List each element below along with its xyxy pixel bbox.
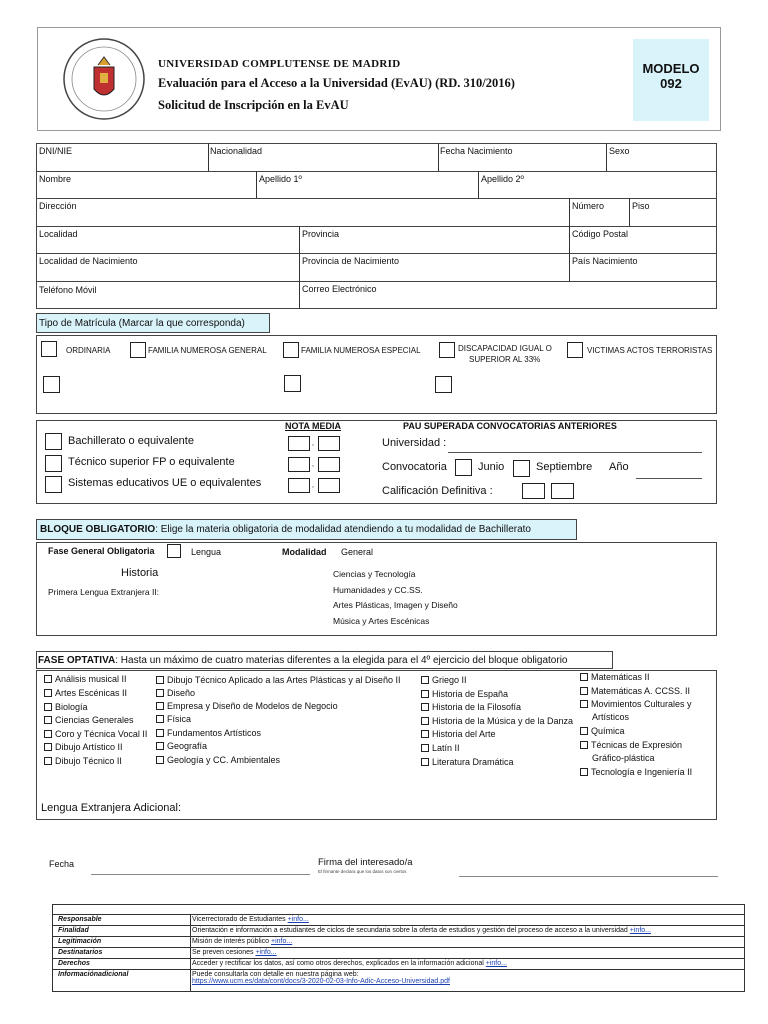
optativa-col1-item[interactable]: Análisis musical II <box>44 674 127 684</box>
bloque-heading <box>36 519 577 540</box>
junio-label: Junio <box>478 461 505 473</box>
nombre-field[interactable]: Nombre <box>39 174 72 184</box>
optativa-col2-item[interactable]: Física <box>156 714 191 724</box>
provincia-nacimiento-field[interactable]: Provincia de Nacimiento <box>302 256 400 266</box>
bachillerato-checkbox[interactable] <box>45 433 62 450</box>
info-link[interactable]: +info... <box>255 949 277 956</box>
direccion-field[interactable]: Dirección <box>39 201 77 211</box>
victimas-checkbox[interactable] <box>567 342 583 358</box>
calificacion-label: Calificación Definitiva : <box>382 485 493 497</box>
lengua-label: Lengua <box>191 547 222 557</box>
pau-heading: PAU SUPERADA CONVOCATORIAS ANTERIORES <box>403 421 617 431</box>
pais-nacimiento-field[interactable]: País Nacimiento <box>572 256 638 266</box>
university-name: UNIVERSIDAD COMPLUTENSE DE MADRID <box>158 58 401 70</box>
fecha-input-line[interactable] <box>91 874 310 875</box>
bloque-title-bold: BLOQUE OBLIGATORIO <box>40 524 156 535</box>
firma-label: Firma del interesado/a <box>318 857 413 868</box>
model-number: 092 <box>660 76 682 91</box>
fase-general-label: Fase General Obligatoria <box>48 546 155 556</box>
university-seal <box>60 35 148 123</box>
nota-media-3-dec[interactable] <box>318 478 340 493</box>
fecha-label: Fecha <box>49 859 75 869</box>
nota-media-1-dec[interactable] <box>318 436 340 451</box>
optativa-col4-item[interactable]: Movimientos Culturales y <box>580 699 692 709</box>
provincia-field[interactable]: Provincia <box>302 229 340 239</box>
optativa-col2-item[interactable]: Geología y CC. Ambientales <box>156 755 280 765</box>
form-title: Evaluación para el Acceso a la Universidad (EvAU) (RD. 310/2016) <box>158 76 515 90</box>
junio-checkbox[interactable] <box>455 459 472 476</box>
optativa-col2-item[interactable]: Dibujo Técnico Aplicado a las Artes Plásticas y al Diseño II <box>156 675 400 685</box>
matricula-heading <box>36 313 270 333</box>
optativa-col2-item[interactable]: Fundamentos Artísticos <box>156 728 261 738</box>
optativa-heading <box>36 651 613 669</box>
firma-input-line[interactable] <box>459 876 718 877</box>
modalidad-option-3[interactable]: Artes Plásticas, Imagen y Diseño <box>333 600 458 610</box>
familia-especial-checkbox[interactable] <box>283 342 299 358</box>
model-badge <box>633 39 709 121</box>
lengua-checkbox[interactable] <box>167 544 181 558</box>
nota-media-2-int[interactable] <box>288 457 310 472</box>
info-link[interactable]: +info... <box>287 916 309 923</box>
optativa-col4-item[interactable]: Química <box>580 726 625 736</box>
info-row-header <box>52 904 745 915</box>
optativa-col2-item[interactable]: Diseño <box>156 688 195 698</box>
discapacidad-label-2: SUPERIOR AL 33% <box>469 355 541 364</box>
info-link[interactable]: +info... <box>629 927 651 934</box>
info-link[interactable]: +info... <box>271 938 293 945</box>
optativa-col4-item-cont: Artísticos <box>592 712 630 722</box>
form-subtitle: Solicitud de Inscripción en la EvAU <box>158 98 349 112</box>
general-label: General <box>341 547 374 557</box>
optativa-col2-item[interactable]: Empresa y Diseño de Modelos de Negocio <box>156 701 338 711</box>
info-row: Informaciónadicional Puede consultarla con detalle en nuestra página web: https://www.ucm.es/data/cont/docs/3-2020-02-03-Info-Adic-Acceso-Universidad.pdf <box>58 971 450 985</box>
info-link[interactable]: +info... <box>485 960 507 967</box>
modalidad-label: Modalidad <box>282 547 327 557</box>
optativa-col3-item[interactable]: Griego II <box>421 675 467 685</box>
lengua-adicional-label[interactable]: Lengua Extranjera Adicional: <box>41 802 182 814</box>
piso-field[interactable]: Piso <box>632 201 650 211</box>
apellido1-field[interactable]: Apellido 1º <box>259 174 302 184</box>
numero-field[interactable]: Número <box>572 201 605 211</box>
optativa-title-bold: FASE OPTATIVA <box>38 655 116 666</box>
correo-field[interactable]: Correo Electrónico <box>302 284 377 294</box>
modalidad-option-4[interactable]: Música y Artes Escénicas <box>333 616 430 626</box>
ordinaria-label: ORDINARIA <box>66 346 111 355</box>
modalidad-option-2[interactable]: Humanidades y CC.SS. <box>333 585 423 595</box>
nacionalidad-field[interactable]: Nacionalidad <box>210 146 263 156</box>
discapacidad-label-1: DISCAPACIDAD IGUAL O <box>458 344 552 353</box>
familia-general-checkbox[interactable] <box>130 342 146 358</box>
optativa-col3-item[interactable]: Historia del Arte <box>421 729 496 739</box>
sexo-field[interactable]: Sexo <box>609 146 630 156</box>
optativa-col2-item[interactable]: Geografía <box>156 741 207 751</box>
optativa-col4-item[interactable]: Matemáticas II <box>580 672 650 682</box>
bloque-title-rest: : Elige la materia obligatoria de modalidad atendiendo a tu modalidad de Bachillerato <box>155 524 531 535</box>
ordinaria-extra-checkbox[interactable] <box>43 376 60 393</box>
nota-media-2-dec[interactable] <box>318 457 340 472</box>
info-row: Destinatarios Se preven cesiones +info... <box>52 948 745 959</box>
localidad-nacimiento-field[interactable]: Localidad de Nacimiento <box>39 256 138 266</box>
calificacion-dec[interactable] <box>551 483 574 499</box>
septiembre-label: Septiembre <box>536 461 593 473</box>
firma-note: El firmante declara que los datos son ciertos <box>318 869 407 874</box>
optativa-title-rest: : Hasta un máximo de cuatro materias diferentes a la elegida para el 4º ejercicio del bloque obligatorio <box>115 655 568 666</box>
discapacidad-extra-checkbox[interactable] <box>435 376 452 393</box>
universidad-label: Universidad : <box>382 437 447 449</box>
optativa-col4-item[interactable]: Matemáticas A. CCSS. II <box>580 686 690 696</box>
optativa-col3-item[interactable]: Historia de la Filosofía <box>421 702 521 712</box>
nota-media-1-int[interactable] <box>288 436 310 451</box>
sistemas-checkbox[interactable] <box>45 476 62 493</box>
info-row: Legitimación Misión de interés público +info... <box>52 937 745 948</box>
discapacidad-checkbox[interactable] <box>439 342 455 358</box>
codigo-postal-field[interactable]: Código Postal <box>572 229 629 239</box>
anio-input-line[interactable] <box>636 478 702 479</box>
optativa-col1-item[interactable]: Artes Escénicas II <box>44 688 127 698</box>
optativa-col4-item[interactable]: Técnicas de Expresión <box>580 740 682 750</box>
optativa-col4-item[interactable]: Tecnología e Ingeniería II <box>580 767 692 777</box>
info-row: Finalidad Orientación e información a estudiantes de ciclos de secundaria sobre la oferta de estudios y gestión del proceso de acceso a la universidad +info... <box>52 926 745 937</box>
optativa-col1-item[interactable]: Ciencias Generales <box>44 715 134 725</box>
anio-label: Año <box>609 461 629 473</box>
model-label: MODELO <box>642 61 700 76</box>
optativa-col1-item[interactable]: Dibujo Técnico II <box>44 756 122 766</box>
universidad-input-line[interactable] <box>448 452 702 453</box>
familia-especial-label: FAMILIA NUMEROSA ESPECIAL <box>301 346 421 355</box>
optativa-col4-item-cont: Gráfico-plástica <box>592 753 655 763</box>
septiembre-checkbox[interactable] <box>513 460 530 477</box>
tecnico-checkbox[interactable] <box>45 455 62 472</box>
apellido2-field[interactable]: Apellido 2º <box>481 174 524 184</box>
info-link[interactable]: https://www.ucm.es/data/cont/docs/3-2020-02-03-Info-Adic-Acceso-Universidad.pdf <box>192 978 450 985</box>
modalidad-option-1[interactable]: Ciencias y Tecnología <box>333 569 416 579</box>
telefono-field[interactable]: Teléfono Móvil <box>39 285 97 295</box>
bachillerato-label: Bachillerato o equivalente <box>68 435 194 447</box>
nota-media-heading: NOTA MEDIA <box>285 421 341 431</box>
optativa-col3-item[interactable]: Literatura Dramática <box>421 757 514 767</box>
dni-field[interactable]: DNI/NIE <box>39 146 73 156</box>
info-row: Derechos Acceder y rectificar los datos, así como otros derechos, explicados en la información adicional +info... <box>52 959 745 970</box>
sistemas-label: Sistemas educativos UE o equivalentes <box>68 477 262 489</box>
optativa-col1-item[interactable]: Biología <box>44 702 88 712</box>
convocatoria-label: Convocatoria <box>382 461 447 473</box>
matricula-title: Tipo de Matrícula (Marcar la que corresponda) <box>39 318 245 329</box>
ordinaria-checkbox[interactable] <box>41 341 57 357</box>
familia-general-label: FAMILIA NUMEROSA GENERAL <box>148 346 267 355</box>
optativa-col3-item[interactable]: Historia de España <box>421 689 508 699</box>
optativa-col1-item[interactable]: Coro y Técnica Vocal II <box>44 729 147 739</box>
localidad-field[interactable]: Localidad <box>39 229 78 239</box>
historia-label: Historia <box>121 567 159 579</box>
calificacion-int[interactable] <box>522 483 545 499</box>
optativa-col3-item[interactable]: Latín II <box>421 743 460 753</box>
fecha-nacimiento-field[interactable]: Fecha Nacimiento <box>440 146 513 156</box>
familia-especial-extra-checkbox[interactable] <box>284 375 301 392</box>
primera-lengua-label: Primera Lengua Extranjera II: <box>48 587 160 597</box>
tecnico-label: Técnico superior FP o equivalente <box>68 456 235 468</box>
optativa-col3-item[interactable]: Historia de la Música y de la Danza <box>421 716 573 726</box>
victimas-label: VICTIMAS ACTOS TERRORISTAS <box>587 346 713 355</box>
optativa-col1-item[interactable]: Dibujo Artístico II <box>44 742 123 752</box>
info-row: Responsable Vicerrectorado de Estudiantes +info... <box>52 915 745 926</box>
nota-media-3-int[interactable] <box>288 478 310 493</box>
